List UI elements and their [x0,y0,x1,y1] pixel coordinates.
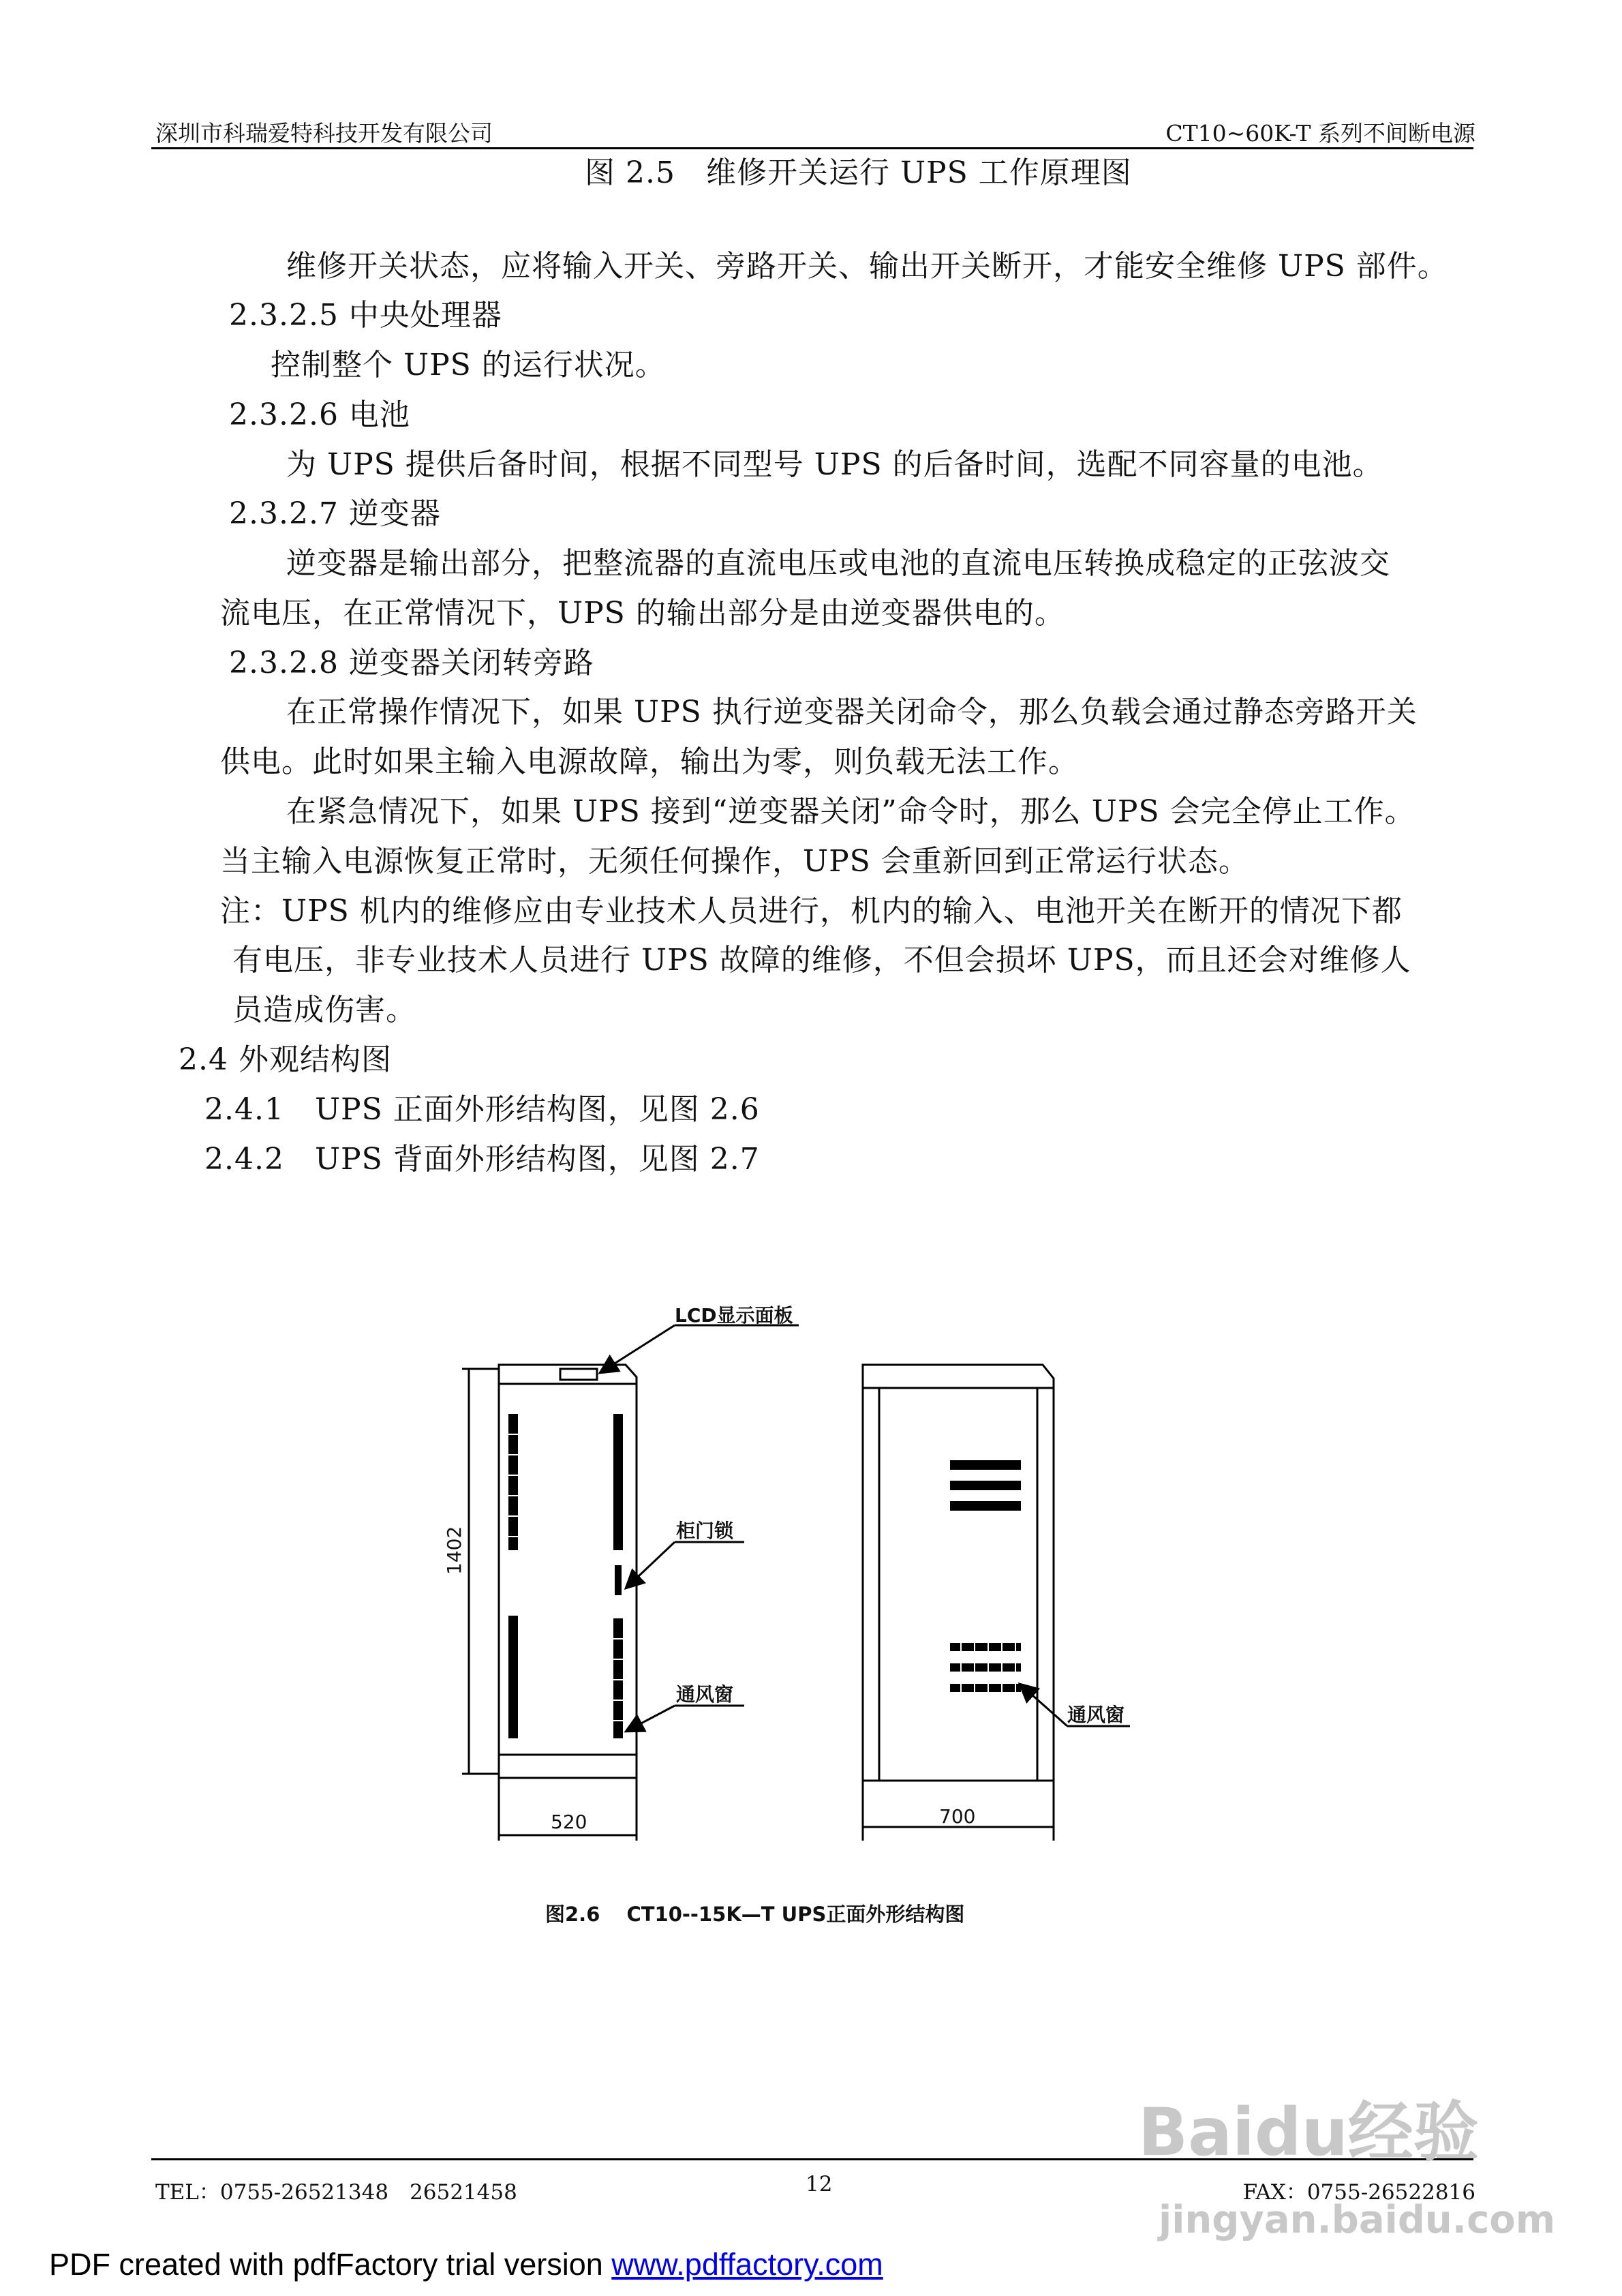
paragraph-bypass-line1: 在正常操作情况下，如果 UPS 执行逆变器关闭命令，那么负载会通过静态旁路开关 [286,695,1418,729]
footer-page-number: 12 [806,2172,833,2196]
front-vent-label: 通风窗 [676,1683,734,1706]
back-cabinet [863,1365,1054,1827]
pdffactory-link[interactable]: www.pdffactory.com [611,2247,883,2282]
back-width-dimension: 700 [939,1805,976,1828]
footer-fax: FAX：0755-26522816 [1242,2180,1475,2205]
height-dimension: 1402 [443,1526,465,1575]
front-vent-slots [508,1414,623,1738]
item-241: 2.4.1 UPS 正面外形结构图，见图 2.6 [204,1092,760,1127]
note-line2: 有电压，非专业技术人员进行 UPS 故障的维修，不但会损坏 UPS，而且还会对维修人 [232,943,1411,978]
lock-leader [626,1542,675,1588]
header-product: CT10~60K-T 系列不间断电源 [1165,120,1475,147]
pdf-notice [49,2247,883,2282]
lcd-panel [560,1369,597,1380]
paragraph-maintenance: 维修开关状态，应将输入开关、旁路开关、输出开关断开，才能安全维修 UPS 部件。 [286,249,1448,284]
note-line3: 员造成伤害。 [232,993,416,1027]
heading-2328: 2.3.2.8 逆变器关闭转旁路 [229,646,594,680]
front-vent-leader [626,1706,675,1732]
figure-2-5-caption: 图 2.5 维修开关运行 UPS 工作原理图 [585,155,1132,190]
footer-tel: TEL：0755-26521348 26521458 [155,2180,517,2205]
figure-2-6-caption: 图2.6 CT10--15K—T UPS正面外形结构图 [545,1903,965,1926]
note-line1: 注：UPS 机内的维修应由专业技术人员进行，机内的输入、电池开关在断开的情况下都 [220,894,1403,928]
paragraph-inverter-line2: 流电压，在正常情况下，UPS 的输出部分是由逆变器供电的。 [220,596,1065,631]
lcd-panel-label: LCD显示面板 [675,1304,793,1327]
item-242: 2.4.2 UPS 背面外形结构图，见图 2.7 [204,1142,760,1177]
paragraph-bypass-line2: 供电。此时如果主输入电源故障，输出为零，则负载无法工作。 [220,744,1079,779]
paragraph-battery: 为 UPS 提供后备时间，根据不同型号 UPS 的后备时间，选配不同容量的电池。 [286,447,1383,482]
paragraph-emergency-line2: 当主输入电源恢复正常时，无须任何操作，UPS 会重新回到正常运行状态。 [220,844,1249,879]
paragraph-emergency-line1: 在紧急情况下，如果 UPS 接到“逆变器关闭”命令时，那么 UPS 会完全停止工作。 [286,794,1416,829]
door-lock [615,1565,622,1595]
heading-2326: 2.3.2.6 电池 [229,397,410,432]
baidu-watermark-url: jingyan.baidu.com [1159,2198,1556,2242]
door-lock-label: 柜门锁 [676,1520,734,1542]
baidu-watermark-logo: Baidu经验 [1138,2094,1479,2171]
heading-2327: 2.3.2.7 逆变器 [229,496,441,531]
heading-2325: 2.3.2.5 中央处理器 [229,298,502,333]
pdf-notice-text: PDF created with pdfFactory trial version [49,2247,612,2282]
back-vent-label: 通风窗 [1067,1704,1125,1726]
header-company: 深圳市科瑞爱特科技开发有限公司 [155,120,493,147]
front-width-dimension: 520 [551,1811,587,1833]
paragraph-cpu: 控制整个 UPS 的运行状况。 [271,348,666,382]
heading-24: 2.4 外观结构图 [179,1042,392,1077]
back-vent-leader [1020,1684,1067,1726]
paragraph-inverter-line1: 逆变器是输出部分，把整流器的直流电压或电池的直流电压转换成稳定的正弦波交 [286,546,1390,581]
